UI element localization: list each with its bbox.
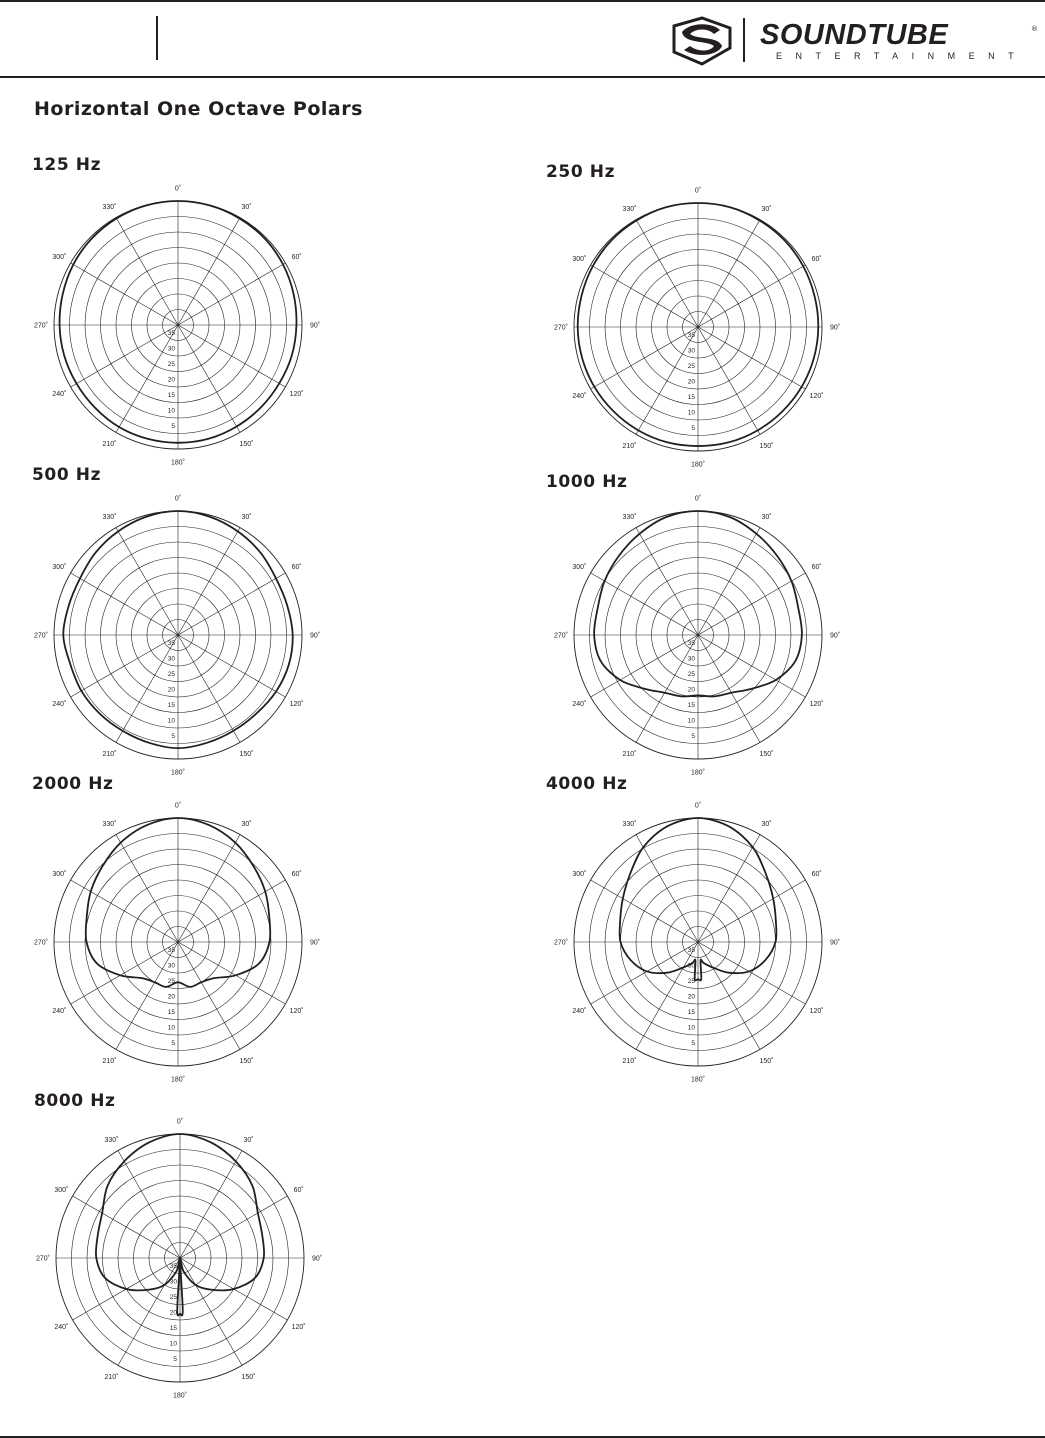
angle-tick-label: 60˚ xyxy=(811,256,822,263)
radial-tick-label: 30 xyxy=(167,655,175,663)
grid-spoke xyxy=(180,1196,287,1258)
angle-tick-label: 330˚ xyxy=(102,203,117,211)
angle-tick-label: 120˚ xyxy=(809,393,824,400)
chart-title: 500 Hz xyxy=(32,465,102,485)
angle-tick-label: 240˚ xyxy=(572,701,587,708)
grid-spoke xyxy=(178,942,285,1004)
angle-tick-label: 150˚ xyxy=(759,443,774,451)
polar-chart xyxy=(14,161,342,489)
angle-tick-label: 330˚ xyxy=(622,513,637,521)
radial-tick-label: 25 xyxy=(687,671,695,678)
radial-tick-label: 35 xyxy=(169,1263,177,1270)
soundtube-logo xyxy=(668,14,1040,70)
angle-tick-label: 330˚ xyxy=(104,1136,119,1144)
radial-tick-label: 35 xyxy=(687,947,695,954)
angle-tick-label: 300˚ xyxy=(572,256,587,263)
grid-spoke xyxy=(116,218,178,325)
radial-tick-label: 20 xyxy=(167,376,175,384)
radial-tick-label: 15 xyxy=(167,702,175,709)
angle-tick-label: 60˚ xyxy=(291,871,302,878)
soundtube-s-logo-icon xyxy=(668,14,1040,70)
radial-tick-label: 5 xyxy=(171,1040,175,1047)
brand-name: SOUNDTUBE xyxy=(760,19,949,51)
angle-tick-label: 30˚ xyxy=(241,203,252,211)
angle-tick-label: 180˚ xyxy=(170,769,186,777)
grid-spoke xyxy=(118,1151,180,1258)
angle-tick-label: 30˚ xyxy=(761,820,772,828)
radial-tick-label: 15 xyxy=(167,1009,175,1016)
angle-tick-label: 120˚ xyxy=(809,701,824,708)
angle-tick-label: 180˚ xyxy=(170,1076,186,1084)
polar-grid xyxy=(54,818,302,1066)
chart-title: 8000 Hz xyxy=(34,1091,116,1111)
grid-spoke xyxy=(698,835,760,942)
angle-tick-label: 0˚ xyxy=(176,1118,184,1126)
grid-spoke xyxy=(180,1151,242,1258)
angle-tick-label: 0˚ xyxy=(174,802,182,810)
angle-tick-label: 210˚ xyxy=(104,1374,119,1382)
radial-tick-label: 15 xyxy=(169,1325,177,1332)
angle-tick-label: 0˚ xyxy=(174,185,182,193)
angle-tick-label: 60˚ xyxy=(291,254,302,261)
top-rule xyxy=(0,0,1045,2)
grid-spoke xyxy=(698,635,805,697)
radial-tick-label: 25 xyxy=(167,361,175,368)
radial-tick-label: 20 xyxy=(687,993,695,1001)
chart-title: 4000 Hz xyxy=(546,774,628,794)
grid-spoke xyxy=(178,325,285,387)
angle-tick-label: 150˚ xyxy=(239,441,254,449)
radial-tick-label: 10 xyxy=(167,717,175,725)
angle-tick-label: 150˚ xyxy=(239,1058,254,1066)
grid-spoke xyxy=(178,635,285,697)
polar-chart xyxy=(14,778,342,1106)
angle-tick-label: 210˚ xyxy=(102,441,117,449)
radial-tick-label: 15 xyxy=(687,394,695,401)
angle-tick-label: 180˚ xyxy=(172,1392,188,1400)
polar-grid xyxy=(574,818,822,1066)
angle-tick-label: 300˚ xyxy=(572,871,587,878)
grid-spoke xyxy=(698,880,805,942)
radial-tick-label: 30 xyxy=(167,345,175,353)
radial-tick-label: 20 xyxy=(167,686,175,694)
grid-spoke xyxy=(178,218,240,325)
grid-spoke xyxy=(71,573,178,635)
angle-tick-label: 270˚ xyxy=(33,632,49,640)
angle-tick-label: 120˚ xyxy=(291,1324,306,1331)
angle-tick-label: 270˚ xyxy=(553,939,569,947)
grid-spoke xyxy=(591,635,698,697)
angle-tick-label: 0˚ xyxy=(694,187,702,195)
radial-tick-label: 10 xyxy=(167,1024,175,1032)
grid-spoke xyxy=(591,880,698,942)
angle-tick-label: 90˚ xyxy=(309,939,321,947)
radial-tick-label: 5 xyxy=(171,423,175,430)
angle-tick-label: 300˚ xyxy=(52,564,67,571)
grid-spoke xyxy=(73,1196,180,1258)
registered-mark: ® xyxy=(1031,25,1038,33)
angle-tick-label: 60˚ xyxy=(811,564,822,571)
angle-tick-label: 120˚ xyxy=(289,391,304,398)
angle-tick-label: 60˚ xyxy=(291,564,302,571)
grid-spoke xyxy=(116,835,178,942)
section-title: Horizontal One Octave Polars xyxy=(34,98,363,120)
polar-chart xyxy=(534,778,862,1106)
angle-tick-label: 90˚ xyxy=(309,322,321,330)
radial-tick-label: 35 xyxy=(167,640,175,647)
grid-spoke xyxy=(180,1258,242,1365)
radial-tick-label: 30 xyxy=(687,655,695,663)
polar-grid xyxy=(574,511,822,759)
angle-tick-label: 240˚ xyxy=(52,391,67,398)
grid-spoke xyxy=(178,573,285,635)
angle-tick-label: 330˚ xyxy=(622,820,637,828)
angle-tick-label: 300˚ xyxy=(52,871,67,878)
radial-tick-label: 20 xyxy=(169,1309,177,1317)
grid-spoke xyxy=(698,327,760,434)
radial-tick-label: 25 xyxy=(687,978,695,985)
grid-spoke xyxy=(71,325,178,387)
grid-spoke xyxy=(591,942,698,1004)
grid-spoke xyxy=(591,573,698,635)
angle-tick-label: 300˚ xyxy=(572,564,587,571)
radial-tick-label: 10 xyxy=(169,1340,177,1348)
angle-tick-label: 0˚ xyxy=(174,495,182,503)
angle-tick-label: 90˚ xyxy=(829,939,841,947)
angle-tick-label: 210˚ xyxy=(102,751,117,759)
angle-tick-label: 30˚ xyxy=(241,820,252,828)
angle-tick-label: 180˚ xyxy=(690,461,706,469)
radial-tick-label: 10 xyxy=(167,407,175,415)
grid-spoke xyxy=(178,942,240,1049)
radial-tick-label: 10 xyxy=(687,409,695,417)
angle-tick-label: 210˚ xyxy=(622,443,637,451)
polar-chart xyxy=(534,163,862,491)
radial-tick-label: 20 xyxy=(167,993,175,1001)
chart-title: 125 Hz xyxy=(32,155,102,175)
angle-tick-label: 270˚ xyxy=(35,1255,51,1263)
angle-tick-label: 30˚ xyxy=(243,1136,254,1144)
radial-tick-label: 30 xyxy=(687,347,695,355)
grid-spoke xyxy=(71,942,178,1004)
polar-chart xyxy=(16,1094,344,1422)
radial-tick-label: 35 xyxy=(167,330,175,337)
angle-tick-label: 240˚ xyxy=(572,393,587,400)
grid-spoke xyxy=(591,327,698,389)
angle-tick-label: 240˚ xyxy=(52,701,67,708)
chart-title: 1000 Hz xyxy=(546,472,628,492)
angle-tick-label: 60˚ xyxy=(811,871,822,878)
angle-tick-label: 90˚ xyxy=(311,1255,323,1263)
angle-tick-label: 120˚ xyxy=(289,1008,304,1015)
angle-tick-label: 30˚ xyxy=(761,205,772,213)
angle-tick-label: 180˚ xyxy=(690,1076,706,1084)
radial-tick-label: 5 xyxy=(691,425,695,432)
grid-spoke xyxy=(591,265,698,327)
radial-tick-label: 35 xyxy=(167,947,175,954)
angle-tick-label: 30˚ xyxy=(761,513,772,521)
grid-spoke xyxy=(636,528,698,635)
angle-tick-label: 180˚ xyxy=(690,769,706,777)
angle-tick-label: 330˚ xyxy=(102,513,117,521)
polar-grid xyxy=(54,511,302,759)
radial-tick-label: 25 xyxy=(167,978,175,985)
radial-tick-label: 5 xyxy=(173,1356,177,1363)
angle-tick-label: 60˚ xyxy=(293,1187,304,1194)
angle-tick-label: 270˚ xyxy=(33,322,49,330)
radial-tick-label: 15 xyxy=(687,1009,695,1016)
radial-tick-label: 25 xyxy=(167,671,175,678)
grid-spoke xyxy=(178,325,240,432)
angle-tick-label: 210˚ xyxy=(102,1058,117,1066)
grid-spoke xyxy=(698,942,760,1049)
angle-tick-label: 300˚ xyxy=(54,1187,69,1194)
angle-tick-label: 0˚ xyxy=(694,802,702,810)
angle-tick-label: 330˚ xyxy=(102,820,117,828)
polar-chart xyxy=(14,471,342,799)
radial-tick-label: 20 xyxy=(687,686,695,694)
grid-spoke xyxy=(698,265,805,327)
angle-tick-label: 150˚ xyxy=(239,751,254,759)
angle-tick-label: 180˚ xyxy=(170,459,186,467)
radial-tick-label: 5 xyxy=(691,733,695,740)
angle-tick-label: 210˚ xyxy=(622,1058,637,1066)
radial-tick-label: 35 xyxy=(687,332,695,339)
angle-tick-label: 150˚ xyxy=(241,1374,256,1382)
angle-tick-label: 90˚ xyxy=(829,324,841,332)
header-divider xyxy=(156,16,158,60)
radial-tick-label: 5 xyxy=(171,733,175,740)
radial-tick-label: 30 xyxy=(687,962,695,970)
grid-spoke xyxy=(698,528,760,635)
grid-spoke xyxy=(698,220,760,327)
radial-tick-label: 30 xyxy=(169,1278,177,1286)
grid-spoke xyxy=(178,635,240,742)
radial-tick-label: 5 xyxy=(691,1040,695,1047)
angle-tick-label: 240˚ xyxy=(54,1324,69,1331)
angle-tick-label: 90˚ xyxy=(829,632,841,640)
radial-tick-label: 15 xyxy=(167,392,175,399)
angle-tick-label: 90˚ xyxy=(309,632,321,640)
grid-spoke xyxy=(116,528,178,635)
radial-tick-label: 10 xyxy=(687,1024,695,1032)
radial-tick-label: 30 xyxy=(167,962,175,970)
angle-tick-label: 270˚ xyxy=(33,939,49,947)
grid-spoke xyxy=(178,835,240,942)
angle-tick-label: 0˚ xyxy=(694,495,702,503)
radial-tick-label: 35 xyxy=(687,640,695,647)
angle-tick-label: 330˚ xyxy=(622,205,637,213)
angle-tick-label: 30˚ xyxy=(241,513,252,521)
grid-spoke xyxy=(71,635,178,697)
angle-tick-label: 210˚ xyxy=(622,751,637,759)
radial-tick-label: 20 xyxy=(687,378,695,386)
radial-tick-label: 25 xyxy=(169,1294,177,1301)
radial-tick-label: 15 xyxy=(687,702,695,709)
grid-spoke xyxy=(698,942,805,1004)
grid-spoke xyxy=(698,327,805,389)
brand-tagline: ENTERTAINMENT xyxy=(776,51,1028,61)
angle-tick-label: 270˚ xyxy=(553,632,569,640)
grid-spoke xyxy=(636,220,698,327)
grid-spoke xyxy=(698,573,805,635)
angle-tick-label: 150˚ xyxy=(759,751,774,759)
angle-tick-label: 240˚ xyxy=(572,1008,587,1015)
radial-tick-label: 25 xyxy=(687,363,695,370)
angle-tick-label: 120˚ xyxy=(289,701,304,708)
grid-spoke xyxy=(71,263,178,325)
angle-tick-label: 120˚ xyxy=(809,1008,824,1015)
angle-tick-label: 270˚ xyxy=(553,324,569,332)
angle-tick-label: 150˚ xyxy=(759,1058,774,1066)
chart-title: 2000 Hz xyxy=(32,774,114,794)
grid-spoke xyxy=(178,528,240,635)
polar-chart xyxy=(534,471,862,799)
radial-tick-label: 10 xyxy=(687,717,695,725)
angle-tick-label: 300˚ xyxy=(52,254,67,261)
grid-spoke xyxy=(178,263,285,325)
header-rule xyxy=(0,76,1045,78)
grid-spoke xyxy=(636,835,698,942)
angle-tick-label: 240˚ xyxy=(52,1008,67,1015)
chart-title: 250 Hz xyxy=(546,162,616,182)
